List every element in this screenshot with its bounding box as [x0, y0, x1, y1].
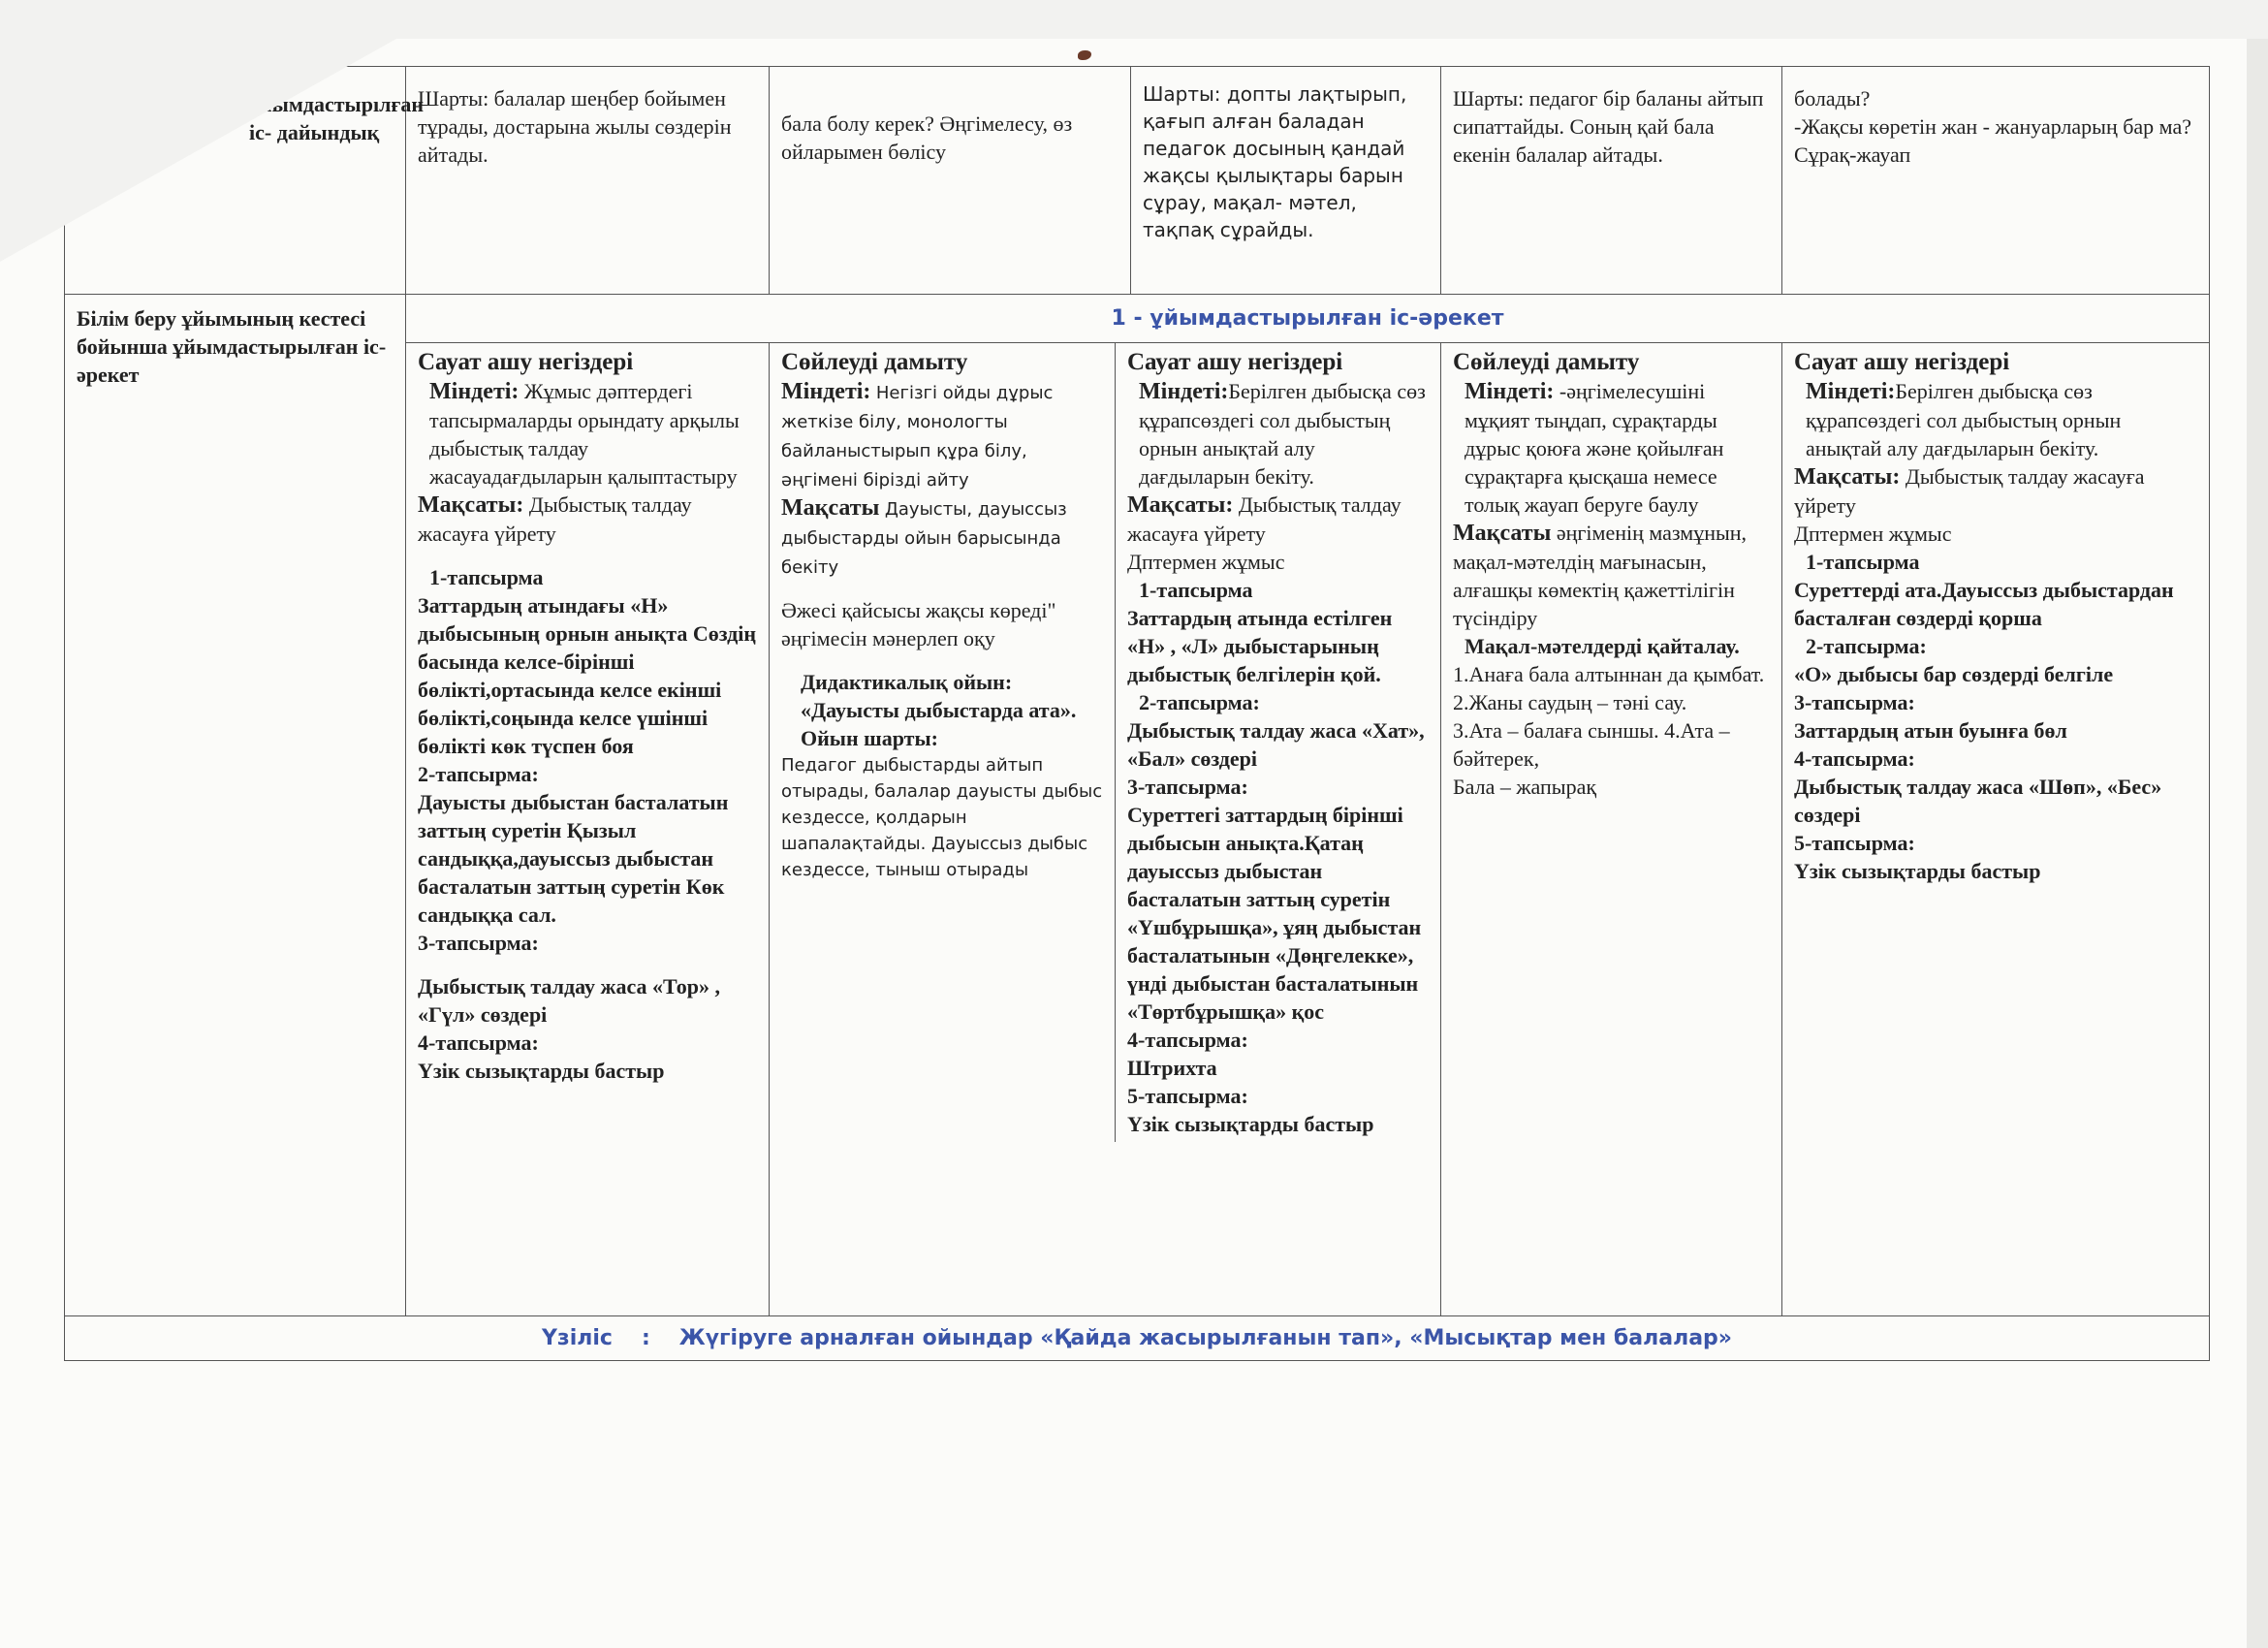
- pause-banner: Үзіліс : Жүгіруге арналған ойындар «Қайда жасырылғанын тап», «Мысықтар мен балалар»: [65, 1316, 2210, 1361]
- section-label: Білім беру ұйымының кестесі бойынша ұйымдастырылған іс-әрекет: [65, 295, 406, 1316]
- preparation-label: ұйымдастырıлған іс- дайындық: [65, 67, 406, 295]
- section-banner: 1 - ұйымдастырылған іс-әрекет: [406, 295, 2210, 343]
- prep-cell-4: Шарты: педагог бір баланы айтып сипаттайды. Соның қай бала екенін балалар айтады.: [1441, 67, 1782, 295]
- prep-cell-2: бала болу керек? Әңгімелесу, өз ойларымен бөлісу: [770, 67, 1131, 295]
- prep-cell-1: Шарты: балалар шеңбер бойымен тұрады, достарына жылы сөздерін айтады.: [406, 67, 770, 295]
- activity-column-2-3: [770, 343, 1441, 1316]
- prep-cell-3: Шарты: допты лақтырып, қағып алған баладан педагок досының қандай жақсы қылықтары барын сұрау, мақал- мәтел, тақпақ сұрайды.: [1131, 67, 1441, 295]
- activity-column-4: Сөйлеуді дамыту Міндеті: -әңгімелесушіні мұқият тыңдап, сұрақтарды дұрыс қоюға және қойылған сұрақтарға қысқаша немесе толық жауап беруге баулу Мақсаты әңгіменің мазмұнын, мақал-мәтелдің мағынасын, алғашқы көмектің қажеттілігін түсіндіру Мақал-мәтелдерді қайталау. 1.Анаға бала алтыннан да қымбат. 2.Жаны саудың – тәні сау. 3.Ата – балаға сыншы. 4.Ата – бәйтерек, Бала – жапырақ: [1441, 343, 1782, 1316]
- activity-column-2: Сөйлеуді дамыту Міндеті: Негізгі ойды дұрыс жеткізе білу, монологты байланыстырып құра білу, әңгімені бірізді айту Мақсаты Дауысты, дауыссыз дыбыстарды ойын барысында бекіту Әжесі қайсысы жақсы көреді" әңгімесін мәнерлеп оқу Дидактикалық ойын: «Дауысты дыбыстарда ата». Ойын шарты: Педагог дыбыстарды айтып отырады, балалар дауысты дыбыс кездессе, қолдарын шапалақтайды. Дауыссыз дыбыс кездессе, тыныш отырады: [770, 343, 1116, 1142]
- prep-cell-5: болады? -Жақсы көретін жан - жануарларың бар ма? Сұрақ-жауап: [1782, 67, 2210, 295]
- pause-row: [65, 1316, 2210, 1361]
- page-edge: [2247, 39, 2268, 1648]
- folded-corner: [0, 0, 465, 262]
- activity-column-5: Сауат ашу негіздері Міндеті:Берілген дыбысқа сөз құрапсөздегі сол дыбыстың орнын анықтай алу дағдыларын бекіту. Мақсаты: Дыбыстық талдау жасауға үйрету Дптермен жұмыс 1-тапсырма Суреттерді ата.Дауыссыз дыбыстардан басталған сөздерді қорша 2-тапсырма: «О» дыбысы бар сөздерді белгіле 3-тапсырма: Заттардың атын буынға бөл 4-тапсырма: Дыбыстық талдау жаса «Шөп», «Бес» сөздері 5-тапсырма: Үзік сызықтарды бастыр: [1782, 343, 2210, 1316]
- activity-column-3: Сауат ашу негіздері Міндеті:Берілген дыбысқа сөз құрапсөздегі сол дыбыстың орнын анықтай алу дағдыларын бекіту. Мақсаты: Дыбыстық талдау жасауға үйрету Дптермен жұмыс 1-тапсырма Заттардың атында естілген «Н» , «Л» дыбыстарының дыбыстық белгілерін қой. 2-тапсырма: Дыбыстық талдау жаса «Хат», «Бал» сөздері 3-тапсырма: Суреттегі заттардың бірінші дыбысын анықта.Қатаң дауыссыз дыбыстан басталатын заттың суретін «Үшбұрышқа», ұяң дыбыстан басталатынын «Дөңгелекке», үнді дыбыстан басталатынын «Төртбұрышқа» қос 4-тапсырма: Штрихта 5-тапсырма: Үзік сызықтарды бастыр: [1127, 349, 1426, 1136]
- activity-column-1: Сауат ашу негіздері Міндеті: Жұмыс дәптердегі тапсырмаларды орындату арқылы дыбыстық талдау жасауадағдыларын қалыптастыру Мақсаты: Дыбыстық талдау жасауға үйрету 1-тапсырма Заттардың атындағы «Н» дыбысының орнын анықта Сөздің басында келсе-бірінші бөлікті,ортасында келсе екінші бөлікті,соңында келсе үшінші бөлікті көк түспен боя 2-тапсырма: Дауысты дыбыстан басталатын заттың суретін Қызыл сандыққа,дауыссыз дыбыстан басталатын заттың суретін Көк сандыққа сал. 3-тапсырма: Дыбыстық талдау жаса «Тор» , «Гүл» сөздері 4-тапсырма: Үзік сызықтарды бастыр: [406, 343, 770, 1316]
- section-banner-row: [65, 295, 2210, 343]
